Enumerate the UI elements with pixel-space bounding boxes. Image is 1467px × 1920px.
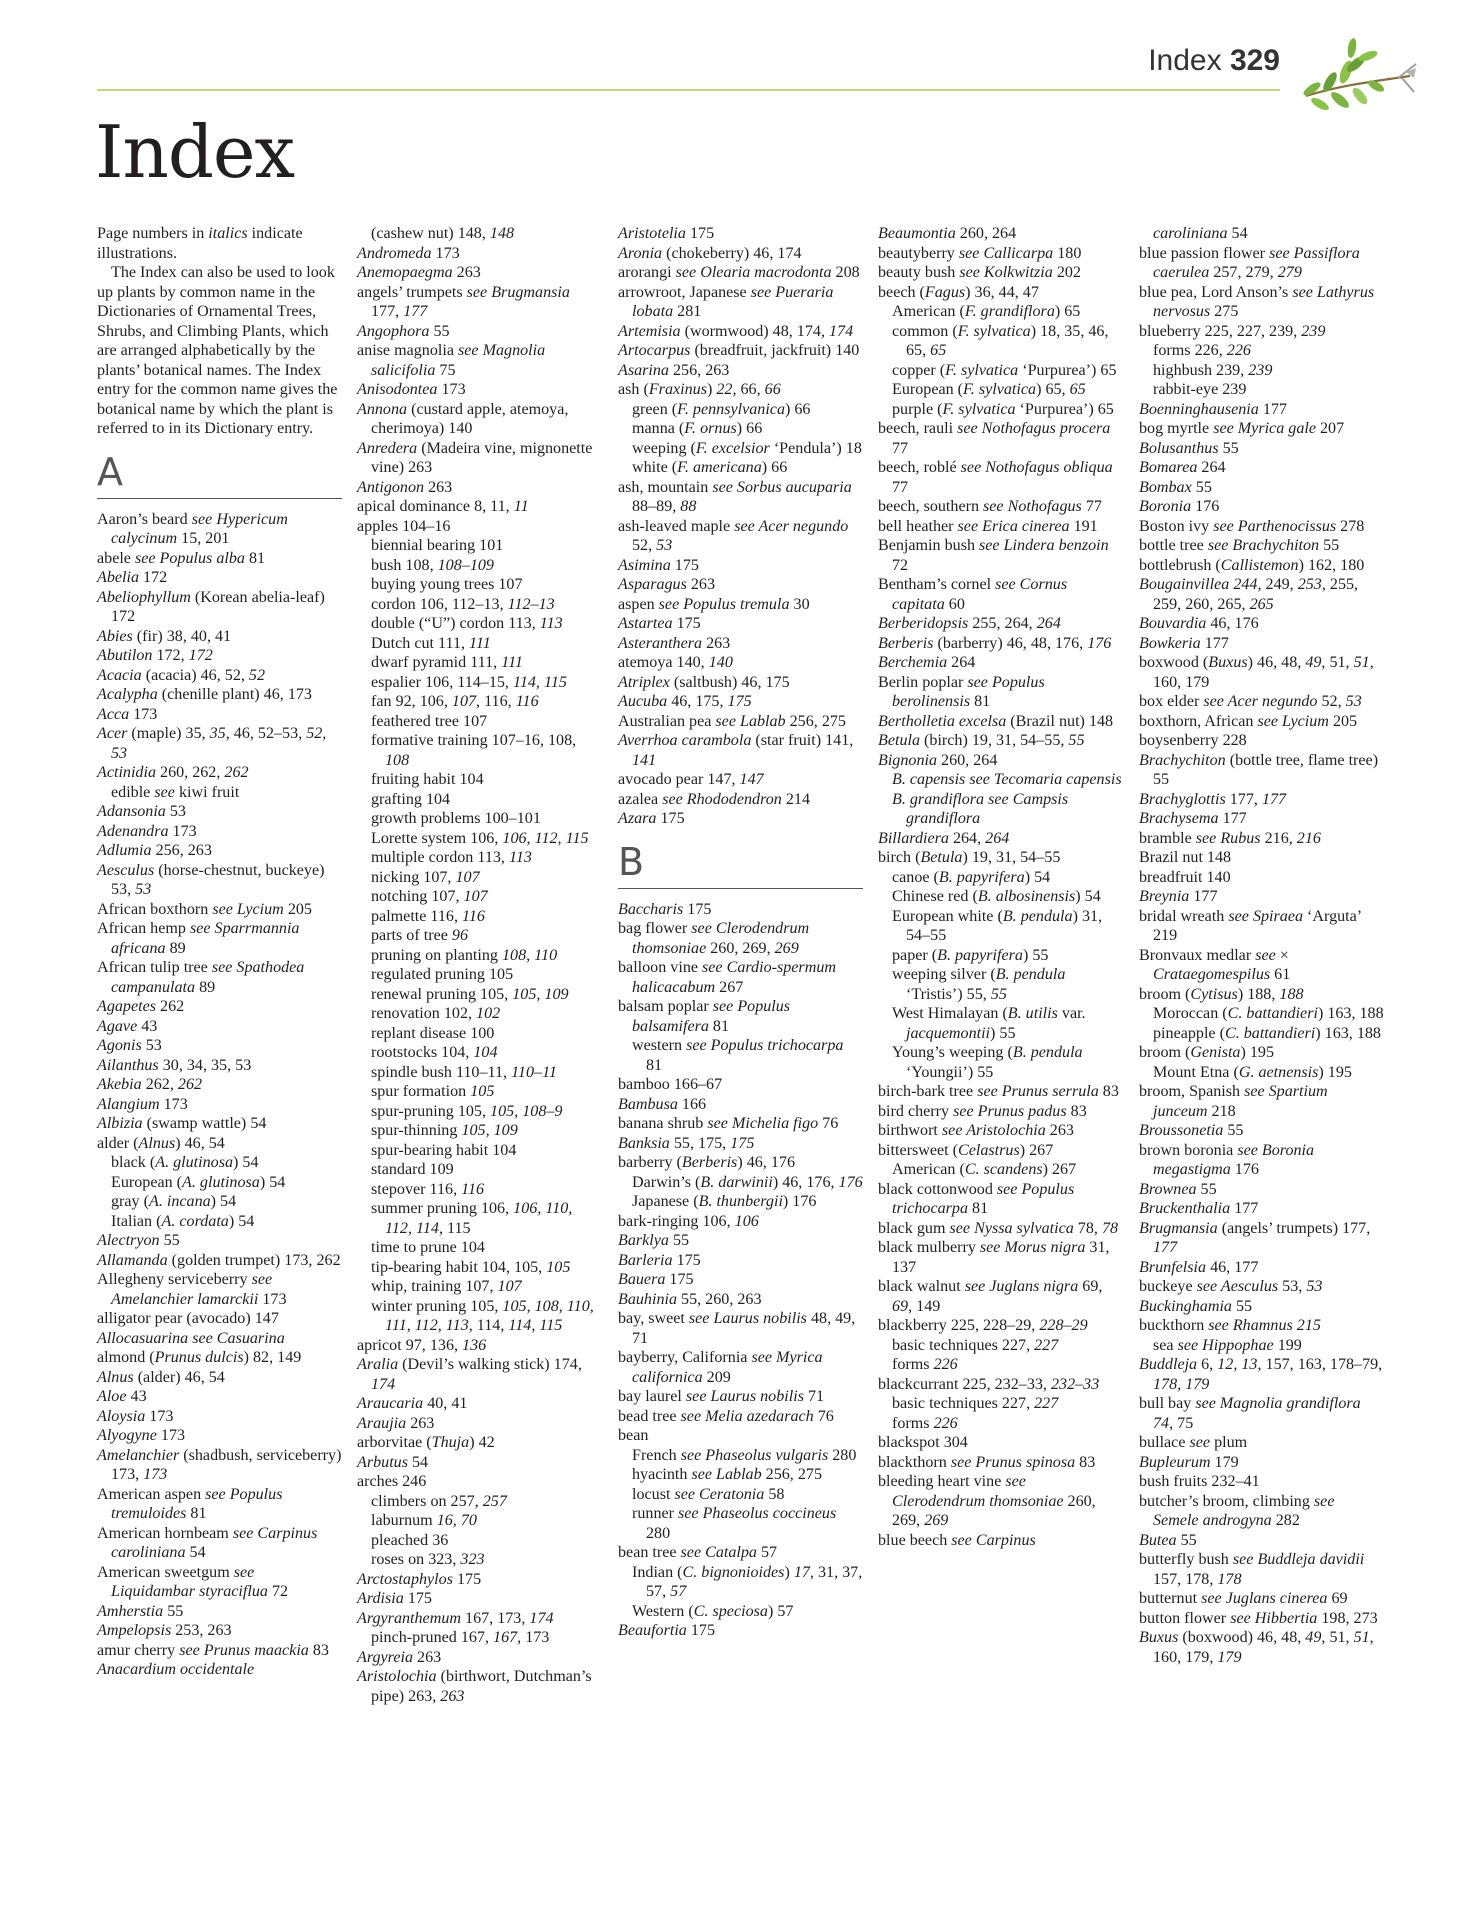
running-head-label: Index [1148,44,1222,77]
index-entry: bull bay see Magnolia grandiflora 74, 75 [1139,1395,1361,1432]
index-subentry: European white (B. pendula) 31, 54–55 [892,907,1103,944]
index-entry: Brugmansia (angels’ trumpets) 177, 177 [1139,1219,1371,1256]
index-subentry: time to prune 104 [371,1239,485,1256]
index-entry: Acca 173 [97,705,158,723]
index-entry: Alyogyne 173 [97,1427,186,1444]
index-entry: blue passion flower see Passiflora caerulea 257, 279, 279 [1139,244,1360,281]
index-entry: Andromeda 173 [357,244,460,262]
index-subentry: spindle bush 110–11, 110–11 [371,1063,557,1081]
index-entry: abele see Populus alba 81 [97,549,266,567]
index-subentry: forms 226 [892,1414,958,1432]
section-letter-b: B [618,840,863,889]
index-entry: Baccharis 175 [618,900,712,918]
index-entry: Albizia (swamp wattle) 54 [97,1115,267,1132]
index-entry: Aloe 43 [97,1388,147,1405]
index-entry: Alangium 173 [97,1095,188,1113]
index-entry: Bauera 175 [618,1271,694,1288]
index-subentry: fruiting habit 104 [371,771,484,788]
index-subentry: nicking 107, 107 [371,868,480,886]
index-entry: Asparagus 263 [618,576,716,593]
index-entry: boxthorn, African see Lycium 205 [1139,712,1358,730]
index-entry: beech, roblé see Nothofagus obliqua 77 [878,459,1113,496]
index-subentry: bush 108, 108–109 [371,556,494,574]
index-subentry: western see Populus trichocarpa 81 [632,1037,844,1074]
index-entry: breadfruit 140 [1139,868,1231,886]
index-subentry: stepover 116, 116 [371,1180,485,1198]
index-entry: avocado pear 147, 147 [618,771,764,788]
index-entry: Aralia (Devil’s walking stick) 174, 174 [357,1356,582,1393]
index-subentry: (cashew nut) 148, 148 [371,225,515,242]
index-entry: Aaron’s beard see Hypericum calycinum 15, 201 [97,510,288,547]
index-subentry: purple (F. sylvatica ‘Purpurea’) 65 [892,400,1114,418]
index-entry: Brownea 55 [1139,1180,1217,1198]
index-entry: alligator pear (avocado) 147 [97,1310,279,1327]
index-entry: African boxthorn see Lycium 205 [97,900,312,918]
index-entry: Aristotelia 175 [618,225,715,242]
index-entry: Agonis 53 [97,1037,162,1054]
index-entry: Buddleja 6, 12, 13, 157, 163, 178–79, 178, 179 [1139,1356,1383,1393]
index-entry: Ailanthus 30, 34, 35, 53 [97,1056,252,1074]
index-entry: Boronia 176 [1139,498,1220,515]
index-entry: beauty bush see Kolkwitzia 202 [878,264,1081,281]
index-entry: Billardiera 264, 264 [878,829,1010,847]
index-entry: Argyreia 263 [357,1648,442,1666]
index-entry: Ardisia 175 [357,1590,432,1607]
index-entry: Artocarpus (breadfruit, jackfruit) 140 [618,342,860,359]
index-entry: bird cherry see Prunus padus 83 [878,1102,1087,1120]
index-subentry: runner see Phaseolus coccineus 280 [632,1505,837,1542]
index-subentry: biennial bearing 101 [371,537,504,554]
index-entry: American sweetgum see Liquidambar styraciflua 72 [97,1563,289,1600]
index-subentry: Lorette system 106, 106, 112, 115 [371,829,589,847]
index-subentry: renovation 102, 102 [371,1005,501,1022]
index-entry: Bambusa 166 [618,1095,707,1113]
index-entry: Amelanchier (shadbush, serviceberry) 173, 173 [97,1446,342,1483]
index-entry: apples 104–16 [357,517,451,535]
index-subentry: copper (F. sylvatica ‘Purpurea’) 65 [892,361,1117,379]
index-entry: Actinidia 260, 262, 262 [97,764,249,781]
index-entry: black mulberry see Morus nigra 31, 137 [878,1239,1110,1276]
index-entry: bayberry, California see Myrica californica 209 [618,1349,823,1386]
index-entry: bullace see plum [1139,1434,1248,1451]
index-subentry: buying young trees 107 [371,576,523,593]
index-entry: balloon vine see Cardio-spermum halicacabum 267 [618,959,836,996]
index-subentry: standard 109 [371,1161,454,1178]
index-subentry: climbers on 257, 257 [371,1492,507,1510]
index-entry: Antigonon 263 [357,478,453,496]
index-entry: Boston ivy see Parthenocissus 278 [1139,517,1365,535]
index-entry: Annona (custard apple, atemoya, cherimoya) 140 [357,400,569,437]
index-entry: Abeliophyllum (Korean abelia-leaf) 172 [97,588,325,625]
index-entry: Agapetes 262 [97,998,185,1015]
index-subentry: spur-thinning 105, 109 [371,1122,518,1139]
index-subentry: weeping silver (B. pendula ‘Tristis’) 55, 55 [892,966,1066,1003]
index-entry: arrowroot, Japanese see Pueraria lobata 281 [618,283,834,320]
index-subentry: Mount Etna (G. aetnensis) 195 [1153,1063,1352,1081]
index-entry: bottlebrush (Callistemon) 162, 180 [1139,556,1365,574]
index-subentry: winter pruning 105, 105, 108, 110, 111, 112, 113, 114, 114, 115 [371,1297,594,1334]
index-subentry: hyacinth see Lablab 256, 275 [632,1466,822,1483]
index-entry: boysenberry 228 [1139,732,1247,749]
index-entry: Arctostaphylos 175 [357,1570,482,1588]
index-entry: buckeye see Aesculus 53, 53 [1139,1278,1323,1295]
index-entry: birthwort see Aristolochia 263 [878,1122,1074,1139]
index-entry: Arbutus 54 [357,1453,429,1471]
index-entry: bean tree see Catalpa 57 [618,1544,778,1561]
index-entry: Bruckenthalia 177 [1139,1200,1259,1217]
page-title: Index [95,110,295,194]
index-entry: black gum see Nyssa sylvatica 78, 78 [878,1219,1119,1237]
index-entry: blackthorn see Prunus spinosa 83 [878,1453,1096,1471]
index-subentry: growth problems 100–101 [371,810,541,827]
index-entry: bark-ringing 106, 106 [618,1212,759,1230]
index-subentry: caroliniana 54 [1153,225,1248,242]
index-entry: Beaufortia 175 [618,1622,716,1639]
index-entry: atemoya 140, 140 [618,654,733,671]
index-entry: bridal wreath see Spiraea ‘Arguta’ 219 [1139,907,1361,944]
index-entry: Bentham’s cornel see Cornus capitata 60 [878,576,1068,613]
index-subentry: Dutch cut 111, 111 [371,634,491,652]
index-entry: banana shrub see Michelia figo 76 [618,1115,839,1132]
index-intro: Page numbers in italics indicate illustrations. The Index can also be used to look up plants by common name in the Dictionaries of Ornamental Trees, Shrubs, and Climbing Plants, which are arranged alphabetically by the plants’ botanical names. The Index entry for the common name gives the botanical name by which the plant is referred to in its Dictionary entry. [97,225,338,437]
index-entry: bramble see Rubus 216, 216 [1139,829,1321,847]
index-entry: Asarina 256, 263 [618,361,730,379]
index-entry: Bougainvillea 244, 249, 253, 255, 259, 260, 265, 265 [1139,576,1359,613]
index-entry: Berchemia 264 [878,654,976,671]
index-entry: bean [618,1427,649,1444]
index-subentry: paper (B. papyrifera) 55 [892,946,1049,964]
index-subentry: Japanese (B. thunbergii) 176 [632,1193,817,1210]
index-subentry: dwarf pyramid 111, 111 [371,654,523,671]
index-entry: ash-leaved maple see Acer negundo 52, 53 [618,517,849,554]
index-subentry: spur-bearing habit 104 [371,1141,517,1159]
index-subentry: Darwin’s (B. darwinii) 46, 176, 176 [632,1173,863,1191]
index-subentry: regulated pruning 105 [371,966,514,983]
index-entry: Araucaria 40, 41 [357,1395,468,1412]
index-entry: button flower see Hibbertia 198, 273 [1139,1609,1378,1627]
index-subentry: canoe (B. papyrifera) 54 [892,868,1051,886]
index-entry: Akebia 262, 262 [97,1076,203,1093]
index-subentry: palmette 116, 116 [371,907,485,925]
index-entry: Adansonia 53 [97,803,186,820]
index-entry: Bombax 55 [1139,478,1212,496]
index-entry: arches 246 [357,1473,427,1490]
index-entry: Anredera (Madeira vine, mignonette vine) 263 [357,439,593,476]
index-subentry: pinch-pruned 167, 167, 173 [371,1629,550,1646]
index-entry: Alectryon 55 [97,1232,180,1249]
index-subentry: B. grandiflora see Campsis grandiflora [892,790,1069,827]
index-entry: Bupleurum 179 [1139,1453,1239,1471]
index-entry: American aspen see Populus tremuloides 81 [97,1485,283,1522]
running-head [1148,44,1280,78]
index-subentry: French see Phaseolus vulgaris 280 [632,1446,857,1464]
index-entry: bead tree see Melia azedarach 76 [618,1407,834,1425]
index-entry: Abelia 172 [97,569,168,586]
index-entry: arborvitae (Thuja) 42 [357,1434,495,1451]
index-entry: bittersweet (Celastrus) 267 [878,1141,1054,1159]
index-subentry: gray (A. incana) 54 [111,1193,237,1210]
index-entry: Adlumia 256, 263 [97,842,212,859]
index-entry: African tulip tree see Spathodea campanulata 89 [97,959,305,996]
index-entry: beautyberry see Callicarpa 180 [878,244,1082,262]
index-subentry: locust see Ceratonia 58 [632,1485,785,1503]
index-subentry: parts of tree 96 [371,927,468,944]
index-entry: Barleria 175 [618,1251,701,1269]
index-entry: Banksia 55, 175, 175 [618,1134,755,1152]
index-entry: aspen see Populus tremula 30 [618,595,810,613]
index-entry: Allamanda (golden trumpet) 173, 262 [97,1251,341,1269]
index-entry: Atriplex (saltbush) 46, 175 [618,673,790,691]
index-column-5 [1139,224,1384,1667]
index-subentry: pleached 36 [371,1531,449,1549]
index-subentry: sea see Hippophae 199 [1153,1336,1302,1354]
index-entry: apricot 97, 136, 136 [357,1336,487,1354]
index-entry: bamboo 166–67 [618,1076,723,1093]
index-subentry: highbush 239, 239 [1153,361,1273,379]
index-entry: Buxus (boxwood) 46, 48, 49, 51, 51, 160, 179, 179 [1139,1629,1374,1666]
index-subentry: notching 107, 107 [371,888,488,905]
index-subentry: fan 92, 106, 107, 116, 116 [371,693,539,710]
index-entry: Acalypha (chenille plant) 46, 173 [97,686,312,703]
index-subentry: multiple cordon 113, 113 [371,849,532,866]
index-entry: Allegheny serviceberry see Amelanchier lamarckii 173 [97,1271,287,1308]
index-entry: brown boronia see Boronia megastigma 176 [1139,1141,1315,1178]
index-entry: blue pea, Lord Anson’s see Lathyrus nervosus 275 [1139,283,1375,320]
index-subentry: forms 226, 226 [1153,342,1251,359]
index-entry: Asteranthera 263 [618,634,731,652]
index-entry: black walnut see Juglans nigra 69, 69, 149 [878,1278,1103,1315]
index-entry: Barklya 55 [618,1232,690,1249]
index-entry: Aesculus (horse-chestnut, buckeye) 53, 53 [97,861,325,898]
index-subentry: white (F. americana) 66 [632,459,788,476]
index-entry: Azara 175 [618,810,685,827]
index-entry: Bolusanthus 55 [1139,439,1239,457]
index-subentry: roses on 323, 323 [371,1551,485,1568]
index-subentry: American (C. scandens) 267 [892,1161,1077,1178]
index-entry: barberry (Berberis) 46, 176 [618,1154,795,1171]
index-entry: American hornbeam see Carpinus caroliniana 54 [97,1524,318,1561]
index-subentry: tip-bearing habit 104, 105, 105 [371,1258,571,1276]
index-entry: blackspot 304 [878,1434,968,1451]
index-subentry: rootstocks 104, 104 [371,1044,498,1061]
index-subentry: renewal pruning 105, 105, 109 [371,985,569,1003]
index-subentry: Moroccan (C. battandieri) 163, 188 [1153,1005,1384,1022]
index-entry: ash (Fraxinus) 22, 66, 66 [618,381,781,398]
index-entry: bay, sweet see Laurus nobilis 48, 49, 71 [618,1310,856,1347]
index-subentry: weeping (F. excelsior ‘Pendula’) 18 [632,439,862,457]
index-subentry: basic techniques 227, 227 [892,1395,1059,1412]
index-subentry: Western (C. speciosa) 57 [632,1602,794,1620]
index-entry: bleeding heart vine see Clerodendrum thomsoniae 260, 269, 269 [878,1473,1096,1529]
index-entry: Adenandra 173 [97,822,197,840]
index-entry: bush fruits 232–41 [1139,1473,1260,1490]
index-entry: Berlin poplar see Populus berolinensis 81 [878,673,1045,710]
index-subentry: West Himalayan (B. utilis var. jacquemontii) 55 [892,1005,1086,1042]
index-entry: bay laurel see Laurus nobilis 71 [618,1388,825,1405]
index-subentry: Chinese red (B. albosinensis) 54 [892,888,1101,905]
index-entry: blackcurrant 225, 232–33, 232–33 [878,1375,1100,1393]
header-rule [97,89,1280,91]
index-subentry: green (F. pennsylvanica) 66 [632,400,811,418]
index-entry: beech, rauli see Nothofagus procera 77 [878,420,1111,457]
index-entry: Broussonetia 55 [1139,1122,1244,1139]
index-entry: Bomarea 264 [1139,459,1226,476]
index-subentry: B. capensis see Tecomaria capensis [892,771,1122,788]
index-subentry: black (A. glutinosa) 54 [111,1154,259,1171]
index-entry: bottle tree see Brachychiton 55 [1139,537,1340,554]
index-entry: butternut see Juglans cinerea 69 [1139,1590,1348,1607]
index-entry: azalea see Rhododendron 214 [618,790,811,808]
index-entry: Argyranthemum 167, 173, 174 [357,1609,554,1627]
index-entry: Bowkeria 177 [1139,634,1229,652]
index-subentry: pruning on planting 108, 110 [371,946,558,964]
index-entry: bell heather see Erica cinerea 191 [878,517,1098,535]
index-entry: Anisodontea 173 [357,381,466,398]
index-subentry: European (F. sylvatica) 65, 65 [892,381,1086,398]
index-subentry: edible see kiwi fruit [111,783,240,801]
index-subentry: spur-pruning 105, 105, 108–9 [371,1102,563,1120]
index-entry: Abies (fir) 38, 40, 41 [97,627,232,645]
index-entry: arorangi see Olearia macrodonta 208 [618,264,860,281]
index-entry: box elder see Acer negundo 52, 53 [1139,693,1362,710]
index-entry: broom (Genista) 195 [1139,1044,1275,1061]
index-subentry: Indian (C. bignonioides) 17, 31, 37, 57, 57 [632,1563,863,1600]
index-entry: Anacardium occidentale [97,1661,255,1678]
index-entry: Butea 55 [1139,1531,1197,1549]
index-entry: butterfly bush see Buddleja davidii 157, 178, 178 [1139,1551,1365,1588]
index-entry: Abutilon 172, 172 [97,647,213,664]
index-subentry: Italian (A. cordata) 54 [111,1212,255,1230]
leafy-branch-icon [1298,34,1418,129]
index-entry: broom, Spanish see Spartium junceum 218 [1139,1083,1328,1120]
index-entry: blackberry 225, 228–29, 228–29 [878,1317,1088,1334]
index-column-2 [357,224,602,1706]
index-entry: amur cherry see Prunus maackia 83 [97,1641,329,1659]
index-entry: Benjamin bush see Lindera benzoin 72 [878,537,1109,574]
index-subentry: double (“U”) cordon 113, 113 [371,615,563,632]
index-entry: Brachychiton (bottle tree, flame tree) 55 [1139,751,1379,788]
index-entry: Aristolochia (birthwort, Dutchman’s pipe) 263, 263 [357,1668,592,1705]
index-subentry: pineapple (C. battandieri) 163, 188 [1153,1024,1381,1042]
index-entry: Australian pea see Lablab 256, 275 [618,712,846,730]
index-entry: Angophora 55 [357,322,450,340]
index-subentry: spur formation 105 [371,1083,495,1100]
index-entry: Buckinghamia 55 [1139,1297,1253,1315]
section-letter-a: A [97,450,342,499]
index-entry: ash, mountain see Sorbus aucuparia 88–89, 88 [618,478,852,515]
index-entry: birch-bark tree see Prunus serrula 83 [878,1083,1119,1100]
index-entry: Berberis (barberry) 46, 48, 176, 176 [878,634,1112,652]
index-entry: beech (Fagus) 36, 44, 47 [878,283,1039,301]
index-entry: balsam poplar see Populus balsamifera 81 [618,998,791,1035]
index-subentry: Young’s weeping (B. pendula ‘Youngii’) 55 [892,1044,1083,1081]
index-entry: buckthorn see Rhamnus 215 [1139,1317,1321,1334]
index-entry: Asimina 175 [618,556,699,574]
index-entry: Acacia (acacia) 46, 52, 52 [97,666,266,684]
index-entry: blue beech see Carpinus [878,1531,1036,1549]
index-entry: Brachyglottis 177, 177 [1139,790,1287,808]
index-subentry: rabbit-eye 239 [1153,381,1247,398]
index-entry: beech, southern see Nothofagus 77 [878,498,1102,515]
index-subentry: basic techniques 227, 227 [892,1336,1059,1354]
index-entry: Bronvaux medlar see × Crataegomespilus 61 [1139,946,1291,983]
index-entry: Allocasuarina see Casuarina [97,1329,285,1347]
index-entry: Averrhoa carambola (star fruit) 141, 141 [618,732,854,769]
index-entry: Aronia (chokeberry) 46, 174 [618,244,802,262]
index-subentry: grafting 104 [371,790,451,808]
index-subentry: cordon 106, 112–13, 112–13 [371,595,555,613]
index-entry: black cottonwood see Populus trichocarpa 81 [878,1180,1075,1217]
index-entry: Amherstia 55 [97,1602,184,1620]
index-subentry: forms 226 [892,1356,958,1373]
index-entry: boxwood (Buxus) 46, 48, 49, 51, 51, 160, 179 [1139,654,1374,691]
index-column-1 [97,224,342,1680]
index-entry: Brazil nut 148 [1139,849,1232,866]
index-entry: alder (Alnus) 46, 54 [97,1134,225,1152]
index-entry: bag flower see Clerodendrum thomsoniae 260, 269, 269 [618,920,810,957]
index-entry: Bauhinia 55, 260, 263 [618,1290,762,1308]
index-entry: African hemp see Sparrmannia africana 89 [97,920,300,957]
page-number: 329 [1229,44,1280,77]
index-entry: Bignonia 260, 264 [878,751,998,769]
index-subentry: feathered tree 107 [371,712,488,730]
index-subentry: whip, training 107, 107 [371,1278,522,1295]
index-entry: bog myrtle see Myrica gale 207 [1139,420,1345,437]
index-subentry: summer pruning 106, 106, 110, 112, 114, 115 [371,1200,573,1237]
index-entry: Astartea 175 [618,615,701,632]
index-entry: Ampelopsis 253, 263 [97,1622,232,1639]
index-entry: Aloysia 173 [97,1407,174,1425]
index-subentry: European (A. glutinosa) 54 [111,1173,286,1191]
index-entry: Agave 43 [97,1017,158,1035]
index-entry: Brunfelsia 46, 177 [1139,1258,1259,1276]
index-subentry: espalier 106, 114–15, 114, 115 [371,673,567,691]
index-entry: butcher’s broom, climbing see Semele androgyna 282 [1139,1492,1335,1529]
index-entry: Acer (maple) 35, 35, 46, 52–53, 52, 53 [97,725,327,762]
index-entry: blueberry 225, 227, 239, 239 [1139,322,1326,340]
index-entry: broom (Cytisus) 188, 188 [1139,985,1304,1003]
index-subentry: replant disease 100 [371,1024,495,1042]
index-subentry: manna (F. ornus) 66 [632,420,763,437]
index-entry: Artemisia (wormwood) 48, 174, 174 [618,322,854,340]
index-entry: Brachysema 177 [1139,810,1247,827]
index-entry: almond (Prunus dulcis) 82, 149 [97,1349,302,1366]
index-entry: apical dominance 8, 11, 11 [357,498,529,515]
index-subentry: common (F. sylvatica) 18, 35, 46, 65, 65 [892,322,1109,359]
index-entry: Bouvardia 46, 176 [1139,615,1259,632]
index-subentry: American (F. grandiflora) 65 [892,303,1081,320]
index-column-4 [878,224,1123,1550]
index-entry: Araujia 263 [357,1414,435,1432]
index-entry: Aucuba 46, 175, 175 [618,693,752,710]
index-entry: Beaumontia 260, 264 [878,225,1017,242]
index-entry: Breynia 177 [1139,888,1218,905]
index-entry: birch (Betula) 19, 31, 54–55 [878,849,1061,866]
index-subentry: laburnum 16, 70 [371,1512,477,1529]
index-subentry: formative training 107–16, 108, 108 [371,732,577,769]
index-entry: Boenninghausenia 177 [1139,400,1287,418]
index-column-3 [618,224,863,1641]
index-entry: Anemopaegma 263 [357,264,481,281]
index-entry: Berberidopsis 255, 264, 264 [878,615,1061,632]
index-entry: Betula (birch) 19, 31, 54–55, 55 [878,732,1085,749]
index-entry: angels’ trumpets see Brugmansia 177, 177 [357,283,570,320]
index-entry: Alnus (alder) 46, 54 [97,1368,225,1386]
index-entry: Bertholletia excelsa (Brazil nut) 148 [878,712,1114,730]
index-entry: anise magnolia see Magnolia salicifolia 75 [357,342,546,379]
